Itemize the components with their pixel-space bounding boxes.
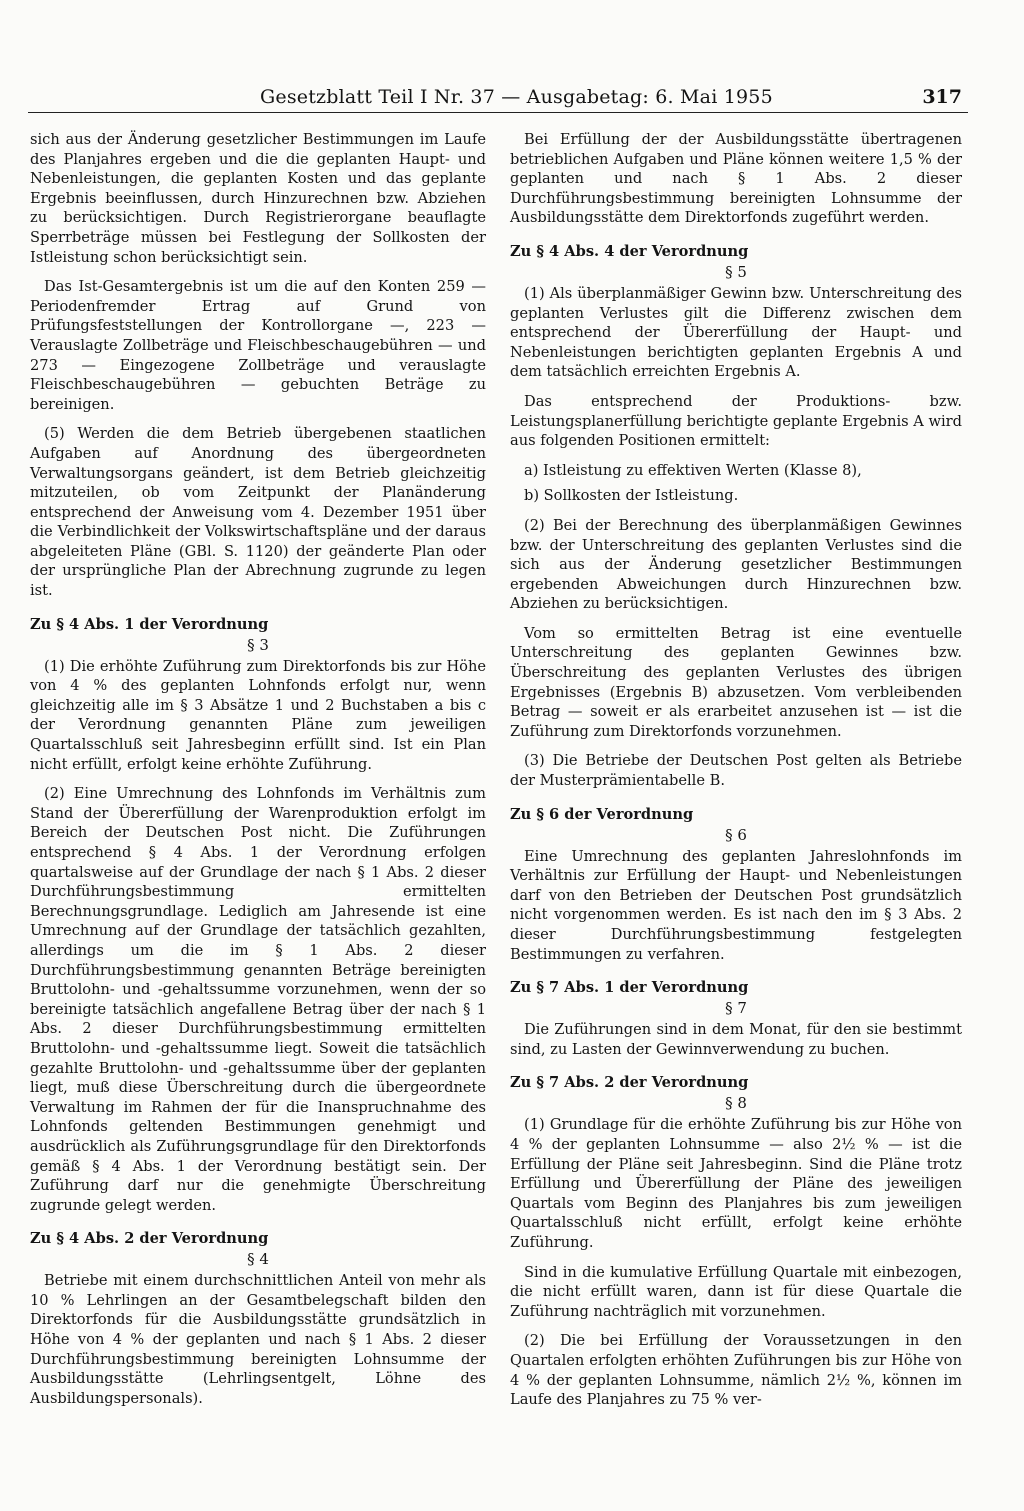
paragraph-sign: § 6 [725,825,747,844]
paragraph: (1) Grundlage für die erhöhte Zuführung bis zur Höhe von 4 % der geplanten Lohnsumme — also 2½ % — ist die Erfüllung der Pläne seit Jahresbeginn. Sind die Pläne trotz Erfüllung und Übererfüllung der Pläne des jeweiligen Quartals vom Beginn des Planjahres bis zum jeweiligen Quartalsschluß nicht erfüllt, erfolgt keine erhöhte Zuführung. [510,1116,962,1251]
paragraph: Bei Erfüllung der der Ausbildungsstätte übertragenen betrieblichen Aufgaben und Pläne können weitere 1,5 % der geplanten und nach § 1 Abs. 2 dieser Durchführungsbestimmung bereinigten Lohnsumme der Ausbildungsstätte dem Direktorfonds zugeführt werden. [510,131,962,227]
paragraph: (2) Eine Umrechnung des Lohnfonds im Verhältnis zum Stand der Übererfüllung der Warenproduktion erfolgt im Bereich der Deutschen Post nicht. Die Zuführungen entsprechend § 4 Abs. 1 der Verordnung erfolgen quartalsweise auf der Grundlage der nach § 1 Abs. 2 dieser Durchführungsbestimmung ermittelten Berechnungsgrundlage. Lediglich am Jahresende ist eine Umrechnung auf der Grundlage der tatsächlich gezahlten, allerdings um die im § 1 Abs. 2 dieser Durchführungsbestimmung genannten Beträge bereinigten Bruttolohn- und -gehaltssumme vorzunehmen, wenn der so bereinigte tatsächlich angefallene Betrag über der nach § 1 Abs. 2 dieser Durchführungsbestimmung ermittelten Bruttolohn- und -gehaltssumme liegt. Soweit die tatsächlich gezahlte Bruttolohn- und -gehaltssumme über der geplanten liegt, muß diese Überschreitung durch die übergeordnete Verwaltung im Rahmen der für die Inanspruchnahme des Lohnfonds geltenden Bestimmungen genehmigt und ausdrücklich als Zuführungsgrundlage für den Direktorfonds gemäß § 4 Abs. 1 der Verordnung bestätigt sein. Der Zuführung darf nur die genehmigte Überschreitung zugrunde gelegt werden. [30,785,486,1214]
paragraph: Sind in die kumulative Erfüllung Quartale mit einbezogen, die nicht erfüllt waren, dann ist für diese Quartale die Zuführung nachträglich mit vorzunehmen. [510,1263,962,1320]
page-number: 317 [922,86,962,108]
section-heading: Zu § 4 Abs. 2 der Verordnung [30,1230,269,1248]
list-item: a) Istleistung zu effektiven Werten (Klasse 8), [524,461,862,479]
paragraph-sign: § 7 [725,999,747,1018]
paragraph: Das Ist-Gesamtergebnis ist um die auf den Konten 259 — Periodenfremder Ertrag auf Grund von Prüfungsfeststellungen der Kontrollorgane —, 223 — Verauslagte Zollbeträge und Fleischbeschaugebühren — und 273 — Eingezogene Zollbeträge und verauslagte Fleischbeschaugebühren — gebuchten Beträge zu bereinigen. [30,278,486,413]
right-column [510,130,962,1420]
enumerated-list [510,461,962,506]
paragraph: (2) Bei der Berechnung des überplanmäßigen Gewinnes bzw. der Unterschreitung des geplanten Verlustes sind die sich aus der Änderung gesetzlicher Bestimmungen ergebenden Abweichungen durch Hinzurechnen bzw. Abziehen zu berücksichtigen. [510,516,962,613]
paragraph: sich aus der Änderung gesetzlicher Bestimmungen im Laufe des Planjahres ergeben und die die geplanten Haupt- und Nebenleistungen, die geplanten Kosten und das geplante Ergebnis beeinflussen, durch Hinzurechnen bzw. Abziehen zu berücksichtigen. Durch Registrierorgane beauflagte Sperrbeträge müssen bei Festlegung der Sollkosten der Istleistung schon berücksichtigt sein. [30,131,486,266]
paragraph: Die Zuführungen sind in dem Monat, für den sie bestimmt sind, zu Lasten der Gewinnverwendung zu buchen. [510,1021,962,1058]
paragraph: (1) Als überplanmäßiger Gewinn bzw. Unterschreitung des geplanten Verlustes gilt die Differenz zwischen dem entsprechend der Übererfüllung der Haupt- und Nebenleistungen berichtigten geplanten Ergebnis A und dem tatsächlich erreichten Ergebnis A. [510,284,962,381]
paragraph-sign: § 3 [247,635,269,654]
paragraph: (1) Die erhöhte Zuführung zum Direktorfonds bis zur Höhe von 4 % des geplanten Lohnfonds erfolgt nur, wenn gleichzeitig alle im § 3 Absätze 1 und 2 Buchstaben a bis c der Verordnung genannten Pläne zum jeweiligen Quartalsschluß seit Jahresbeginn erfüllt sind. Ist ein Plan nicht erfüllt, erfolgt keine erhöhte Zuführung. [30,657,486,773]
page-header [28,84,968,113]
section-heading: Zu § 6 der Verordnung [510,805,694,823]
paragraph-sign: § 5 [725,262,747,281]
section-heading: Zu § 4 Abs. 4 der Verordnung [510,242,749,260]
paragraph-sign: § 8 [725,1094,747,1113]
paragraph: Das entsprechend der Produktions- bzw. Leistungsplanerfüllung berichtigte geplante Ergebnis A wird aus folgenden Positionen ermittelt: [510,392,962,450]
list-item: b) Sollkosten der Istleistung. [524,487,739,505]
paragraph-sign: § 4 [247,1250,269,1269]
paragraph: (5) Werden die dem Betrieb übergebenen staatlichen Aufgaben auf Anordnung des übergeordneten Verwaltungsorgans geändert, ist dem Betrieb gleichzeitig mitzuteilen, ob vom Zeitpunkt der Planänderung entsprechend der Anweisung vom 4. Dezember 1951 über die Verbindlichkeit der Volkswirtschaftspläne und der daraus abgeleiteten Pläne (GBl. S. 1120) der geänderte Plan oder der ursprüngliche Plan der Abrechnung zugrunde zu legen ist. [30,425,486,600]
paragraph: Vom so ermittelten Betrag ist eine eventuelle Unterschreitung des geplanten Gewinnes bzw. Überschreitung des geplanten Verlustes des übrigen Ergebnisses (Ergebnis B) abzusetzen. Vom verbleibenden Betrag — soweit er als erarbeitet anzusehen ist — ist die Zuführung zum Direktorfonds vorzunehmen. [510,624,962,740]
section-heading: Zu § 7 Abs. 2 der Verordnung [510,1074,749,1092]
header-title: Gesetzblatt Teil I Nr. 37 — Ausgabetag: 6. Mai 1955 [260,86,773,108]
paragraph: Eine Umrechnung des geplanten Jahreslohnfonds im Verhältnis zur Erfüllung der Haupt- und Nebenleistungen darf von den Betrieben der Deutschen Post grundsätzlich nicht vorgenommen werden. Es ist nach den im § 3 Abs. 2 dieser Durchführungsbestimmung festgelegten Bestimmungen zu verfahren. [510,847,962,963]
paragraph: (3) Die Betriebe der Deutschen Post gelten als Betriebe der Musterprämientabelle B. [510,752,962,790]
section-heading: Zu § 7 Abs. 1 der Verordnung [510,979,749,997]
paragraph: (2) Die bei Erfüllung der Voraussetzungen in den Quartalen erfolgten erhöhten Zuführungen bis zur Höhe von 4 % der geplanten Lohnsumme, nämlich 2½ %, können im Laufe des Planjahres zu 75 % ver- [510,1332,962,1409]
section-heading: Zu § 4 Abs. 1 der Verordnung [30,615,269,633]
left-column [30,130,486,1418]
paragraph: Betriebe mit einem durchschnittlichen Anteil von mehr als 10 % Lehrlingen an der Gesamtbelegschaft bilden den Direktorfonds für die Ausbildungsstätte grundsätzlich in Höhe von 4 % der geplanten und nach § 1 Abs. 2 dieser Durchführungsbestimmung bereinigten Lohnsumme der Ausbildungsstätte (Lehrlingsentgelt, Löhne des Ausbildungspersonals). [30,1272,486,1407]
